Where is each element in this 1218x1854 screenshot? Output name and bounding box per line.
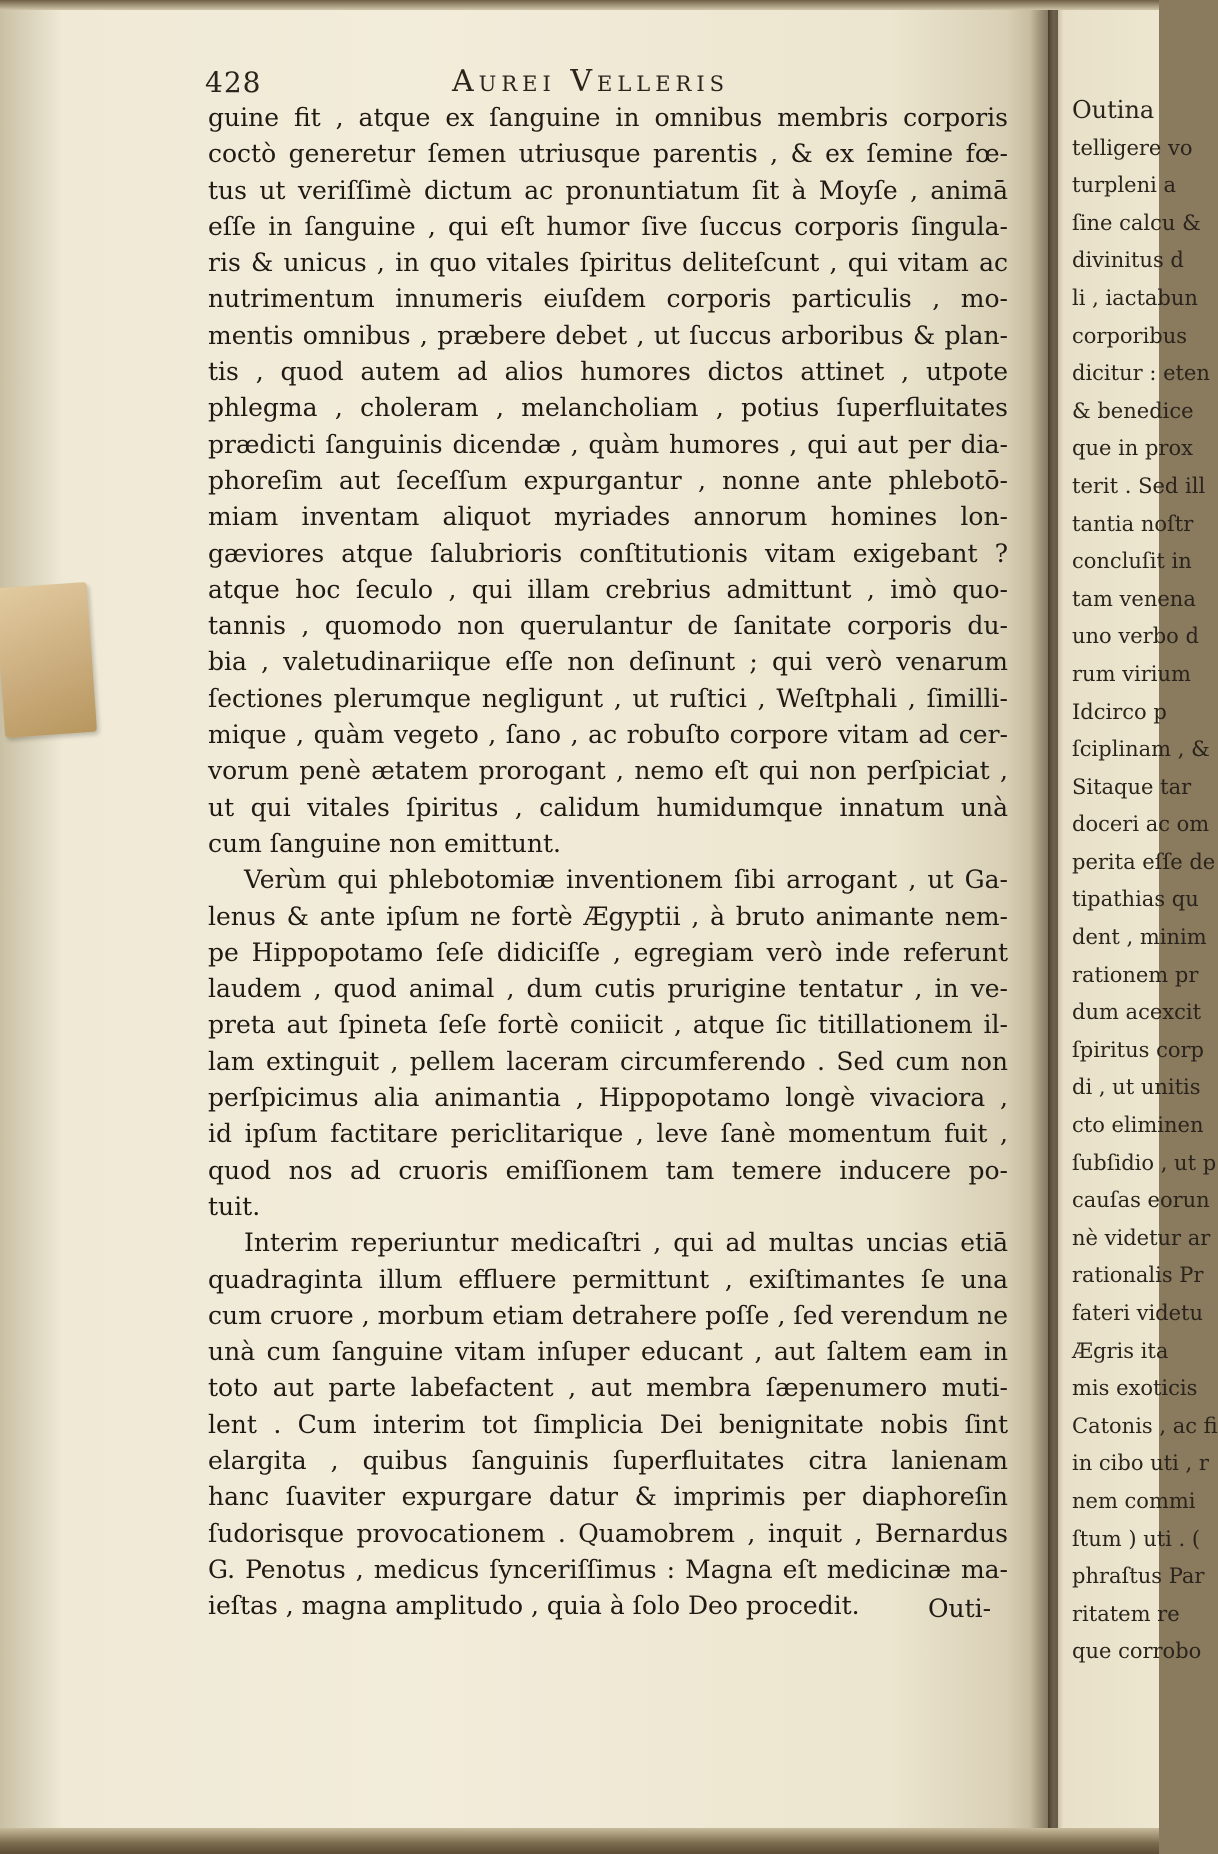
text-line: laudem , quod animal , dum cutis prurigine tentatur , in ve- bbox=[208, 974, 1008, 1004]
facing-line: rationalis Pr bbox=[1072, 1263, 1204, 1288]
facing-line: divinitus d bbox=[1072, 248, 1184, 273]
facing-line: nem commi bbox=[1072, 1488, 1196, 1513]
text-line: Verùm qui phlebotomiæ inventionem ſibi arrogant , ut Ga- bbox=[244, 865, 1008, 895]
text-line: gæviores atque ſalubrioris conſtitutionis vitam exigebant ? bbox=[208, 538, 1008, 568]
text-line: lenus & ante ipſum ne fortè Ægyptii , à bruto animante nem- bbox=[208, 901, 1008, 931]
facing-line: Catonis , ac fi bbox=[1072, 1413, 1218, 1438]
text-line: guine fit , atque ex ſanguine in omnibus membris corporis bbox=[208, 103, 1008, 132]
text-line: ris & unicus , in quo vitales ſpiritus deliteſcunt , qui vitam ac bbox=[208, 248, 1008, 278]
text-line: elargita , quibus ſanguinis ſuperfluitates citra lanienam bbox=[208, 1445, 1008, 1475]
text-line: perſpicimus alia animantia , Hippopotamo longè vivaciora , bbox=[208, 1083, 1008, 1113]
bottom-edge bbox=[0, 1828, 1159, 1854]
facing-line: Ægris ita bbox=[1072, 1338, 1169, 1363]
facing-line: perita eſſe de bbox=[1072, 849, 1216, 874]
text-line: tus ut veriſſimè dictum ac pronuntiatum ſit à Moyſe , animā bbox=[208, 175, 1008, 205]
facing-line: Idcirco p bbox=[1072, 699, 1167, 724]
facing-line: terit . Sed ill bbox=[1072, 473, 1206, 498]
facing-line: telligere vo bbox=[1072, 135, 1193, 160]
text-line: cum cruore , morbum etiam detrahere poſſe , ſed verendum ne bbox=[208, 1300, 1008, 1330]
facing-line: dent , minim bbox=[1072, 925, 1207, 950]
facing-line: concluſit in bbox=[1072, 549, 1192, 574]
text-line: coctò generetur ſemen utriusque parentis , & ex ſemine fœ- bbox=[208, 139, 1008, 169]
running-head: Aurei Velleris bbox=[452, 64, 730, 99]
facing-line: rationem pr bbox=[1072, 962, 1199, 987]
paper-bookmark bbox=[0, 582, 97, 738]
text-line: pe Hippopotamo ſeſe didiciſſe , egregiam verò inde referunt bbox=[208, 937, 1008, 967]
text-line: phlegma , choleram , melancholiam , potius ſuperfluitates bbox=[208, 393, 1008, 423]
text-line: tuit. bbox=[208, 1191, 261, 1221]
text-line: quod nos ad cruoris emiſſionem tam temere inducere po- bbox=[208, 1155, 1008, 1185]
facing-line: rum virium bbox=[1072, 661, 1191, 686]
text-line: quadraginta illum effluere permittunt , exiſtimantes ſe una bbox=[208, 1264, 1008, 1294]
catchword: Outi- bbox=[928, 1594, 992, 1623]
facing-line: ſpiritus corp bbox=[1072, 1037, 1204, 1062]
facing-line: doceri ac om bbox=[1072, 812, 1210, 837]
text-line: lent . Cum interim tot ſimplicia Dei benignitate nobis ſint bbox=[208, 1409, 1008, 1439]
text-line: preta aut ſpineta ſeſe fortè coniicit , atque ſic titillationem il- bbox=[208, 1010, 1008, 1040]
facing-line: uno verbo d bbox=[1072, 624, 1199, 649]
facing-page-text bbox=[1072, 92, 1218, 1671]
facing-line: in cibo uti , r bbox=[1072, 1451, 1209, 1476]
text-line: toto aut parte labefactent , aut membra ſæpenumero muti- bbox=[208, 1373, 1008, 1403]
text-line: nutrimentum innumeris eiuſdem corporis particulis , mo- bbox=[208, 284, 1008, 314]
facing-line: Outina bbox=[1072, 96, 1155, 124]
facing-line: dicitur : eten bbox=[1072, 361, 1210, 386]
facing-line: phraſtus Par bbox=[1072, 1564, 1205, 1589]
facing-line: fateri videtu bbox=[1072, 1301, 1204, 1325]
facing-line: & benedice bbox=[1072, 398, 1194, 423]
text-line: cum ſanguine non emittunt. bbox=[208, 828, 561, 858]
facing-line: cto eliminen bbox=[1072, 1113, 1204, 1138]
facing-line: ſine calcu & bbox=[1072, 210, 1201, 235]
facing-line: dum acexcit bbox=[1072, 1000, 1202, 1025]
text-line: bia , valetudinariique eſſe non deſinunt ; qui verò venarum bbox=[208, 647, 1008, 677]
text-line: G. Penotus , medicus ſynceriſſimus : Magna eſt medicinæ ma- bbox=[208, 1554, 1008, 1584]
text-line: ieſtas , magna amplitudo , quia à ſolo Deo procedit. bbox=[208, 1591, 860, 1621]
facing-line: ritatem re bbox=[1072, 1601, 1180, 1626]
facing-line: ſciplinam , & bbox=[1072, 737, 1210, 762]
text-line: prædicti ſanguinis dicendæ , quàm humores , qui aut per dia- bbox=[208, 429, 1008, 459]
facing-line: que corrobo bbox=[1072, 1639, 1202, 1664]
facing-line: cauſas eorun bbox=[1072, 1188, 1210, 1213]
text-line: tis , quod autem ad alios humores dictos attinet , utpote bbox=[208, 357, 1008, 387]
facing-line: tipathias qu bbox=[1072, 887, 1199, 912]
facing-line: nè videtur ar bbox=[1072, 1225, 1211, 1250]
facing-line: Sitaque tar bbox=[1072, 774, 1192, 799]
top-edge bbox=[0, 0, 1159, 10]
text-line: vorum penè ætatem prorogant , nemo eſt qui non perſpiciat , bbox=[208, 756, 1008, 786]
body-text bbox=[208, 100, 1008, 1624]
text-line: tannis , quomodo non querulantur de ſanitate corporis du- bbox=[208, 611, 1008, 641]
text-line: unà cum ſanguine vitam inſuper educant , aut ſaltem eam in bbox=[208, 1337, 1008, 1367]
facing-line: turpleni a bbox=[1072, 173, 1177, 198]
text-line: ſudorisque provocationem . Quamobrem , inquit , Bernardus bbox=[208, 1518, 1008, 1548]
text-line: Interim reperiuntur medicaſtri , qui ad multas uncias etiā bbox=[244, 1228, 1008, 1258]
facing-line: ſtum ) uti . ( bbox=[1072, 1526, 1201, 1551]
text-line: phoreſim aut ſeceſſum expurgantur , nonne ante phlebotō- bbox=[208, 465, 1008, 495]
facing-line: li , iactabun bbox=[1072, 285, 1198, 310]
text-line: ſectiones plerumque negligunt , ut ruſtici , Weſtphali , ſimilli- bbox=[208, 683, 1008, 713]
page-number: 428 bbox=[205, 66, 262, 99]
text-line: mique , quàm vegeto , ſano , ac robuſto corpore vitam ad cer- bbox=[208, 720, 1008, 750]
text-line: ut qui vitales ſpiritus , calidum humidumque innatum unà bbox=[208, 792, 1008, 822]
book-gutter bbox=[1030, 0, 1058, 1854]
text-line: hanc ſuaviter expurgare datur & imprimis per diaphoreſin bbox=[208, 1482, 1008, 1512]
text-line: lam extinguit , pellem laceram circumferendo . Sed cum non bbox=[208, 1046, 1008, 1076]
facing-line: ſubſidio , ut p bbox=[1072, 1150, 1217, 1175]
facing-line: corporibus bbox=[1072, 323, 1188, 348]
facing-line: tantia noſtr bbox=[1072, 511, 1194, 536]
text-line: mentis omnibus , præbere debet , ut ſuccus arboribus & plan- bbox=[208, 320, 1008, 350]
text-line: eſſe in ſanguine , qui eſt humor ſive ſuccus corporis ſingula- bbox=[208, 211, 1008, 241]
text-line: id ipſum factitare periclitarique , leve ſanè momentum fuit , bbox=[208, 1119, 1008, 1149]
text-line: miam inventam aliquot myriades annorum homines lon- bbox=[208, 502, 1008, 532]
facing-line: mis exoticis bbox=[1072, 1376, 1198, 1401]
facing-line: tam venena bbox=[1072, 586, 1196, 611]
facing-line: di , ut unitis bbox=[1072, 1075, 1201, 1100]
text-line: atque hoc ſeculo , qui illam crebrius admittunt , imò quo- bbox=[208, 574, 1008, 604]
facing-line: que in prox bbox=[1072, 436, 1193, 461]
